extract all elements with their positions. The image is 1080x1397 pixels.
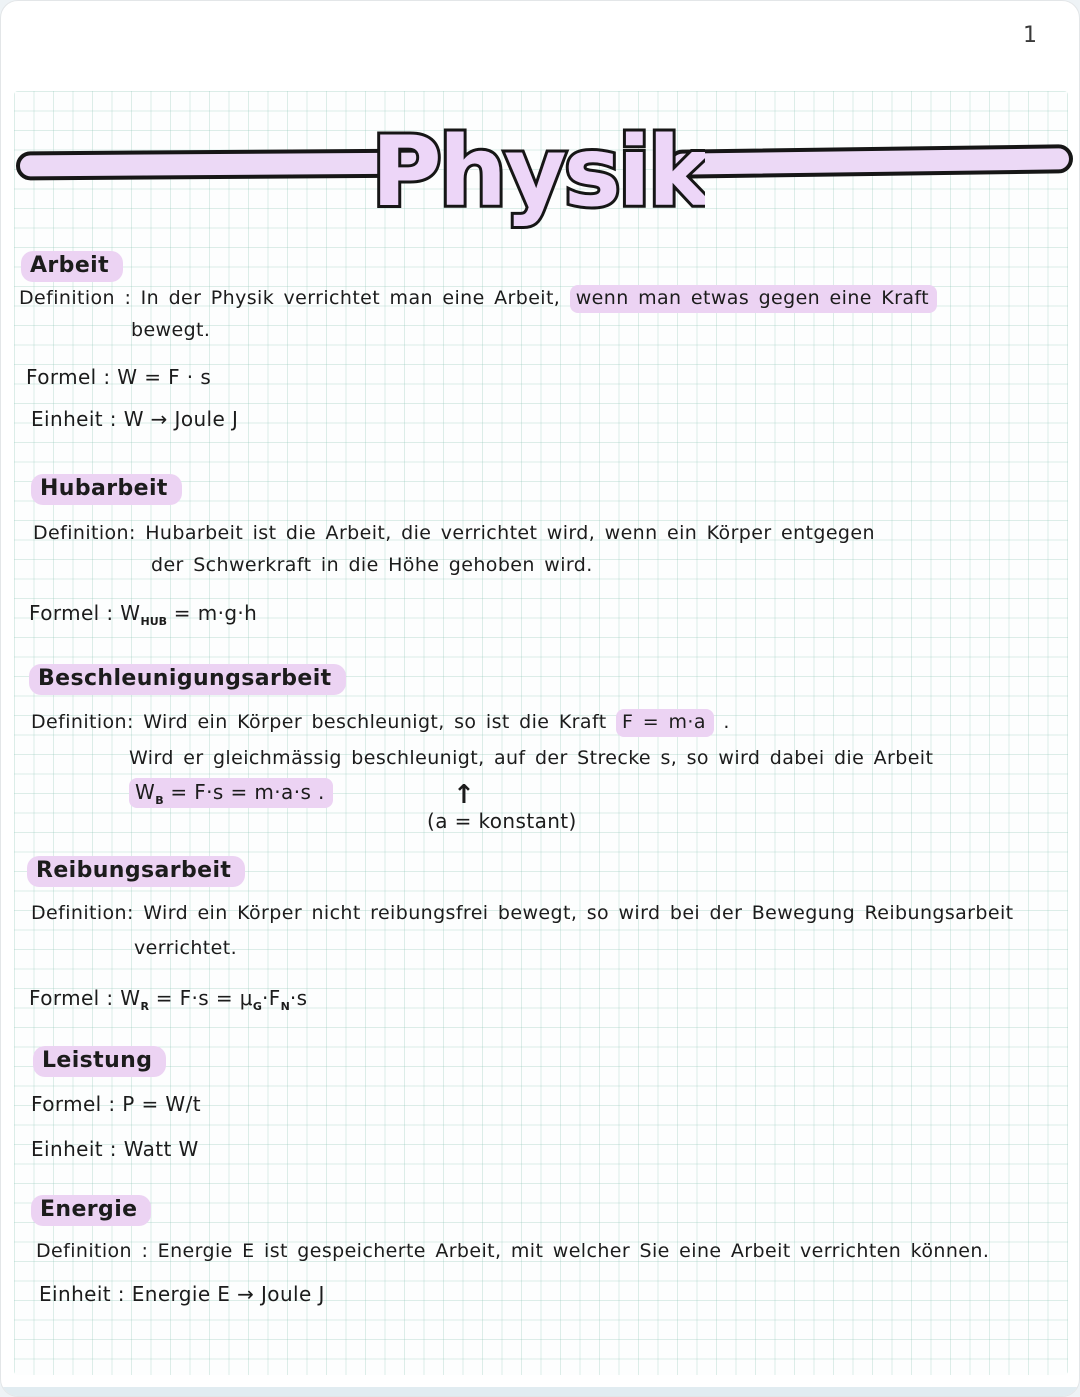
reib-formel-main: Formel : W (29, 986, 141, 1010)
reib-formel-end: ·s (289, 986, 308, 1010)
hubarbeit-definition-line1: Definition: Hubarbeit ist die Arbeit, die verrichtet wird, wenn ein Körper entgegen (33, 522, 875, 544)
section-heading-energie (40, 1195, 151, 1226)
title-bubble-text (375, 93, 705, 248)
leistung-einheit: Einheit : Watt W (31, 1137, 199, 1161)
page-number: 1 (1023, 23, 1037, 48)
section-heading-leistung (42, 1046, 166, 1077)
beschleunigungsarbeit-definition-line2: Wird er gleichmässig beschleunigt, auf der Strecke s, so wird dabei die Arbeit (129, 747, 934, 769)
page-bottom-edge (1, 1387, 1079, 1396)
reib-formel-mid2: ·F (261, 986, 281, 1010)
energie-definition: Definition : Energie E ist gespeicherte Arbeit, mit welcher Sie eine Arbeit verrichten können. (36, 1240, 990, 1262)
hubarbeit-formel-subscript: HUB (140, 615, 168, 628)
arbeit-formel: Formel : W = F · s (26, 365, 212, 389)
hubarbeit-definition-line2: der Schwerkraft in die Höhe gehoben wird. (151, 554, 593, 576)
leistung-formel: Formel : P = W/t (31, 1092, 201, 1116)
beschleunigungsarbeit-formel (129, 780, 333, 807)
section-heading-reibungsarbeit (36, 856, 245, 887)
reibungsarbeit-definition-line2: verrichtet. (134, 937, 238, 959)
section-heading-hubarbeit (40, 474, 182, 505)
heading-highlight: Energie (31, 1195, 151, 1226)
hubarbeit-formel-rest: = m·g·h (167, 601, 258, 625)
beschl-formel-w: W (135, 780, 156, 804)
heading-highlight: Beschleunigungsarbeit (29, 664, 346, 695)
reib-formel-sub-n: N (280, 1000, 290, 1013)
hubarbeit-formel (29, 601, 257, 628)
up-arrow-icon: ↑ (453, 780, 475, 810)
title-rule-left (16, 149, 427, 181)
reib-formel-mid1: = F·s = μ (148, 986, 253, 1010)
reib-formel-sub-r: R (140, 1000, 149, 1013)
reib-formel-sub-g: G (252, 1000, 262, 1013)
arbeit-definition-line2: bewegt. (131, 319, 211, 341)
beschl-definition-prefix: Definition: Wird ein Körper beschleunigt, so ist die Kraft (31, 711, 607, 733)
section-heading-beschleunigungsarbeit (38, 664, 346, 695)
hubarbeit-formel-main: Formel : W (29, 601, 141, 625)
reibungsarbeit-formel (29, 986, 307, 1013)
section-heading-arbeit (30, 251, 123, 282)
svg-text:Physik: Physik (375, 116, 705, 228)
heading-highlight: Arbeit (21, 251, 123, 282)
arbeit-definition-highlight: wenn man etwas gegen eine Kraft (570, 285, 937, 313)
beschl-formel-subscript: B (155, 794, 164, 807)
page-title (375, 93, 705, 252)
heading-highlight: Reibungsarbeit (27, 856, 245, 887)
beschleunigungsarbeit-annotation: (a = konstant) (427, 809, 577, 833)
beschl-formel-rest: = F·s = m·a·s . (163, 780, 325, 804)
arbeit-definition-line1 (19, 287, 937, 309)
reibungsarbeit-definition-line1: Definition: Wird ein Körper nicht reibungsfrei bewegt, so wird bei der Bewegung Reibungsarbeit (31, 902, 1014, 924)
arbeit-einheit: Einheit : W → Joule J (31, 407, 239, 431)
beschl-definition-highlight: F = m·a (616, 709, 714, 737)
beschl-definition-suffix: . (723, 711, 730, 733)
heading-highlight: Leistung (33, 1046, 166, 1077)
title-rule-right (668, 144, 1073, 179)
beschl-formel-highlight (129, 778, 333, 808)
arbeit-definition-prefix: Definition : In der Physik verrichtet man eine Arbeit, (19, 287, 561, 309)
heading-highlight: Hubarbeit (31, 474, 182, 505)
energie-einheit: Einheit : Energie E → Joule J (39, 1282, 325, 1306)
beschleunigungsarbeit-definition-line1 (31, 711, 730, 733)
grid-paper-background (14, 91, 1068, 1375)
